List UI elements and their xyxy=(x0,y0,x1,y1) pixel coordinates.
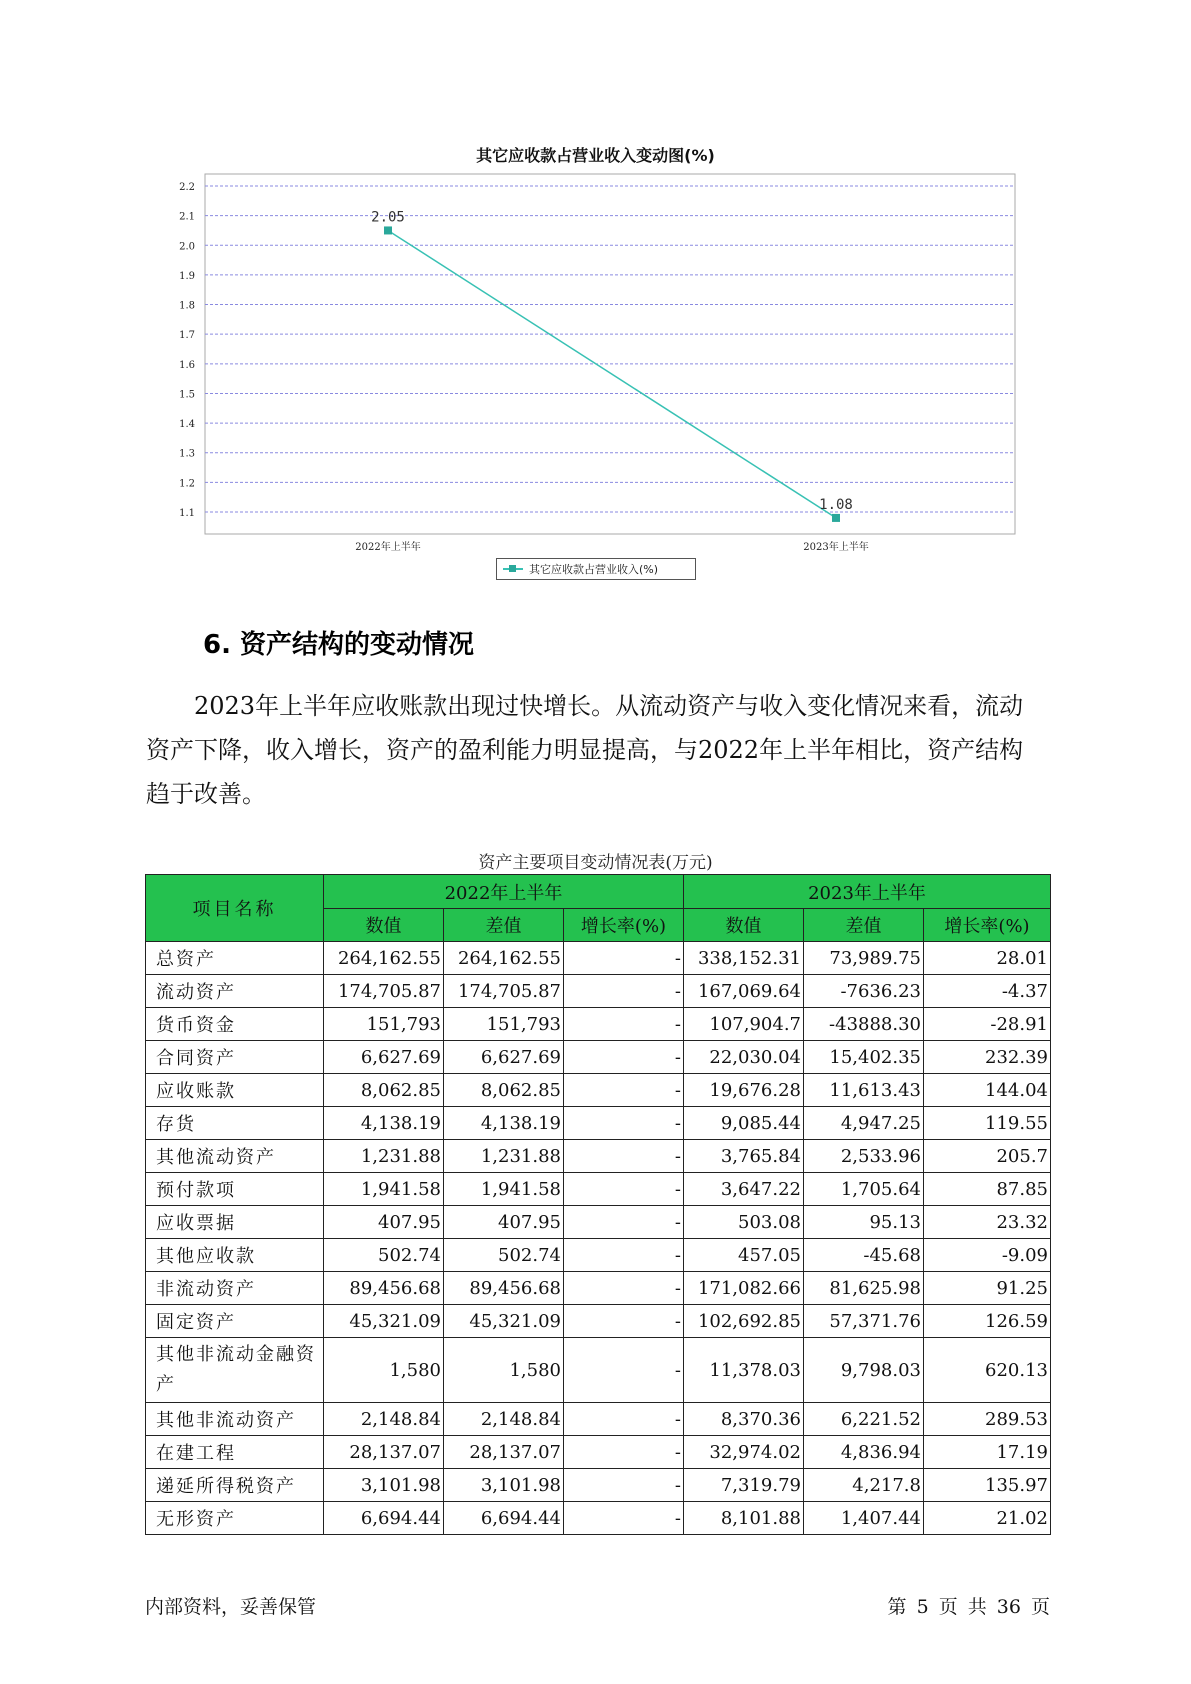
table-cell: 151,793 xyxy=(444,1008,564,1041)
table-cell: - xyxy=(564,1469,684,1502)
table-cell: 11,613.43 xyxy=(804,1074,924,1107)
section-body xyxy=(146,684,1046,816)
table-cell: -9.09 xyxy=(924,1239,1051,1272)
table-row xyxy=(146,975,1051,1008)
row-label: 总资产 xyxy=(146,942,324,975)
data-point xyxy=(832,514,840,522)
table-cell: 1,941.58 xyxy=(324,1173,444,1206)
y-tick-label: 1.9 xyxy=(179,270,195,282)
table-cell: 22,030.04 xyxy=(684,1041,804,1074)
table-cell: 6,627.69 xyxy=(324,1041,444,1074)
table-cell: - xyxy=(564,942,684,975)
table-cell: 144.04 xyxy=(924,1074,1051,1107)
table-cell: 11,378.03 xyxy=(684,1338,804,1403)
row-label: 流动资产 xyxy=(146,975,324,1008)
table-cell: - xyxy=(564,1173,684,1206)
table-cell: 620.13 xyxy=(924,1338,1051,1403)
legend-label: 其它应收款占营业收入(%) xyxy=(529,563,659,576)
table-cell: 3,647.22 xyxy=(684,1173,804,1206)
table-cell: 1,407.44 xyxy=(804,1502,924,1535)
table-cell: - xyxy=(564,1206,684,1239)
table-row xyxy=(146,1469,1051,1502)
table-cell: 126.59 xyxy=(924,1305,1051,1338)
table-cell: 338,152.31 xyxy=(684,942,804,975)
subheader-cell: 增长率(%) xyxy=(564,909,684,942)
data-point xyxy=(384,226,392,234)
table-cell: 135.97 xyxy=(924,1469,1051,1502)
row-label: 应收票据 xyxy=(146,1206,324,1239)
line-chart xyxy=(0,0,1191,560)
table-row xyxy=(146,1436,1051,1469)
plot-area xyxy=(205,174,1015,534)
table-row xyxy=(146,1107,1051,1140)
table-cell: 167,069.64 xyxy=(684,975,804,1008)
table-row xyxy=(146,1305,1051,1338)
table-cell: 407.95 xyxy=(444,1206,564,1239)
y-tick-label: 1.6 xyxy=(179,359,195,371)
table-cell: 8,062.85 xyxy=(324,1074,444,1107)
table-cell: 1,580 xyxy=(324,1338,444,1403)
table-cell: 9,085.44 xyxy=(684,1107,804,1140)
table-cell: 6,694.44 xyxy=(324,1502,444,1535)
table-cell: 502.74 xyxy=(324,1239,444,1272)
table-cell: 95.13 xyxy=(804,1206,924,1239)
table-cell: 457.05 xyxy=(684,1239,804,1272)
table-cell: -43888.30 xyxy=(804,1008,924,1041)
table-cell: - xyxy=(564,1305,684,1338)
table-cell: 91.25 xyxy=(924,1272,1051,1305)
row-label: 合同资产 xyxy=(146,1041,324,1074)
table-cell: 264,162.55 xyxy=(324,942,444,975)
table-cell: 7,319.79 xyxy=(684,1469,804,1502)
x-tick-label: 2023年上半年 xyxy=(803,542,869,553)
header-item-name: 项目名称 xyxy=(146,875,324,942)
subheader-cell: 数值 xyxy=(684,909,804,942)
table-cell: -4.37 xyxy=(924,975,1051,1008)
table-cell: 3,101.98 xyxy=(444,1469,564,1502)
y-tick-label: 1.1 xyxy=(179,508,195,519)
table-cell: 174,705.87 xyxy=(324,975,444,1008)
table-cell: 32,974.02 xyxy=(684,1436,804,1469)
y-tick-label: 2.2 xyxy=(179,182,195,193)
table-cell: 407.95 xyxy=(324,1206,444,1239)
table-cell: - xyxy=(564,1272,684,1305)
table-row xyxy=(146,1041,1051,1074)
table-cell: 107,904.7 xyxy=(684,1008,804,1041)
table-cell: 1,705.64 xyxy=(804,1173,924,1206)
subheader-cell: 数值 xyxy=(324,909,444,942)
table-row xyxy=(146,1272,1051,1305)
table-row xyxy=(146,1338,1051,1403)
table-row xyxy=(146,1206,1051,1239)
table-cell: 502.74 xyxy=(444,1239,564,1272)
section-paragraph: 2023年上半年应收账款出现过快增长。从流动资产与收入变化情况来看，流动资产下降，收入增长，资产的盈利能力明显提高，与2022年上半年相比，资产结构趋于改善。 xyxy=(146,692,1024,808)
y-tick-label: 1.2 xyxy=(179,478,195,490)
table-cell: 81,625.98 xyxy=(804,1272,924,1305)
table-cell: 503.08 xyxy=(684,1206,804,1239)
table-cell: - xyxy=(564,1239,684,1272)
x-axis-ticks xyxy=(355,540,868,553)
row-label: 存货 xyxy=(146,1107,324,1140)
table-cell: 2,533.96 xyxy=(804,1140,924,1173)
table-cell: - xyxy=(564,1074,684,1107)
table-cell: 3,765.84 xyxy=(684,1140,804,1173)
data-label: 1.08 xyxy=(819,496,853,513)
legend-swatch xyxy=(503,568,523,570)
row-label: 其他非流动资产 xyxy=(146,1403,324,1436)
row-label: 在建工程 xyxy=(146,1436,324,1469)
section-heading: 6. 资产结构的变动情况 xyxy=(203,630,475,660)
table-cell: 28,137.07 xyxy=(444,1436,564,1469)
table-row xyxy=(146,1239,1051,1272)
table-cell: - xyxy=(564,1107,684,1140)
table-cell: 19,676.28 xyxy=(684,1074,804,1107)
table-caption: 资产主要项目变动情况表(万元) xyxy=(478,853,713,873)
table-cell: 8,370.36 xyxy=(684,1403,804,1436)
y-tick-label: 2.1 xyxy=(179,211,195,223)
row-label: 其他流动资产 xyxy=(146,1140,324,1173)
table-cell: 8,062.85 xyxy=(444,1074,564,1107)
table-cell: 28.01 xyxy=(924,942,1051,975)
table-cell: 1,231.88 xyxy=(324,1140,444,1173)
subheader-cell: 差值 xyxy=(444,909,564,942)
table-cell: 6,221.52 xyxy=(804,1403,924,1436)
table-row xyxy=(146,1074,1051,1107)
row-label: 预付款项 xyxy=(146,1173,324,1206)
table-cell: 1,231.88 xyxy=(444,1140,564,1173)
y-tick-label: 1.5 xyxy=(179,389,195,401)
table-cell: 171,082.66 xyxy=(684,1272,804,1305)
table-cell: - xyxy=(564,975,684,1008)
y-tick-label: 1.7 xyxy=(179,330,195,342)
table-row xyxy=(146,1403,1051,1436)
row-label: 其他应收款 xyxy=(146,1239,324,1272)
chart-legend xyxy=(496,558,696,580)
row-label: 其他非流动金融资产 xyxy=(146,1338,324,1403)
table-cell: -7636.23 xyxy=(804,975,924,1008)
table-body xyxy=(146,942,1051,1535)
table-cell: 4,138.19 xyxy=(324,1107,444,1140)
table-row xyxy=(146,1008,1051,1041)
table-cell: 151,793 xyxy=(324,1008,444,1041)
table-cell: - xyxy=(564,1008,684,1041)
table-cell: 89,456.68 xyxy=(324,1272,444,1305)
header-group-2022: 2022年上半年 xyxy=(324,875,684,909)
table-cell: 205.7 xyxy=(924,1140,1051,1173)
table-cell: 45,321.09 xyxy=(444,1305,564,1338)
table-cell: - xyxy=(564,1338,684,1403)
table-cell: 289.53 xyxy=(924,1403,1051,1436)
table-cell: 119.55 xyxy=(924,1107,1051,1140)
table-cell: -28.91 xyxy=(924,1008,1051,1041)
chart-title: 其它应收款占营业收入变动图(%) xyxy=(476,146,715,165)
table-cell: 8,101.88 xyxy=(684,1502,804,1535)
y-tick-label: 1.4 xyxy=(179,419,195,431)
table-cell: 87.85 xyxy=(924,1173,1051,1206)
table-cell: 4,138.19 xyxy=(444,1107,564,1140)
table-cell: -45.68 xyxy=(804,1239,924,1272)
subheader-cell: 差值 xyxy=(804,909,924,942)
table-cell: 264,162.55 xyxy=(444,942,564,975)
table-cell: 1,941.58 xyxy=(444,1173,564,1206)
table-cell: 4,836.94 xyxy=(804,1436,924,1469)
table-cell: 232.39 xyxy=(924,1041,1051,1074)
table-row xyxy=(146,1173,1051,1206)
table-cell: 3,101.98 xyxy=(324,1469,444,1502)
table-cell: 4,947.25 xyxy=(804,1107,924,1140)
data-label: 2.05 xyxy=(371,209,405,226)
table-cell: 28,137.07 xyxy=(324,1436,444,1469)
table-cell: 1,580 xyxy=(444,1338,564,1403)
table-cell: - xyxy=(564,1140,684,1173)
y-axis-ticks xyxy=(179,182,195,519)
table-cell: 17.19 xyxy=(924,1436,1051,1469)
table-cell: 102,692.85 xyxy=(684,1305,804,1338)
subheader-cell: 增长率(%) xyxy=(924,909,1051,942)
y-tick-label: 1.3 xyxy=(179,448,195,460)
table-cell: 73,989.75 xyxy=(804,942,924,975)
table-row xyxy=(146,1502,1051,1535)
table-cell: 15,402.35 xyxy=(804,1041,924,1074)
table-header-row xyxy=(146,875,1051,909)
row-label: 固定资产 xyxy=(146,1305,324,1338)
x-tick-label: 2022年上半年 xyxy=(355,542,421,553)
table-row xyxy=(146,942,1051,975)
page-number: 第 5 页 共 36 页 xyxy=(887,1596,1050,1618)
table-cell: - xyxy=(564,1041,684,1074)
row-label: 无形资产 xyxy=(146,1502,324,1535)
table-cell: 6,694.44 xyxy=(444,1502,564,1535)
table-cell: 6,627.69 xyxy=(444,1041,564,1074)
table-cell: 89,456.68 xyxy=(444,1272,564,1305)
table-cell: 2,148.84 xyxy=(444,1403,564,1436)
row-label: 非流动资产 xyxy=(146,1272,324,1305)
table-cell: 21.02 xyxy=(924,1502,1051,1535)
table-cell: - xyxy=(564,1403,684,1436)
row-label: 递延所得税资产 xyxy=(146,1469,324,1502)
header-group-2023: 2023年上半年 xyxy=(684,875,1051,909)
y-tick-label: 2.0 xyxy=(179,241,195,253)
table-cell: 174,705.87 xyxy=(444,975,564,1008)
table-cell: - xyxy=(564,1436,684,1469)
row-label: 应收账款 xyxy=(146,1074,324,1107)
table-cell: 23.32 xyxy=(924,1206,1051,1239)
footer-note: 内部资料，妥善保管 xyxy=(145,1596,317,1618)
table-cell: 4,217.8 xyxy=(804,1469,924,1502)
y-tick-label: 1.8 xyxy=(179,300,195,312)
table-cell: 2,148.84 xyxy=(324,1403,444,1436)
row-label: 货币资金 xyxy=(146,1008,324,1041)
table-cell: 45,321.09 xyxy=(324,1305,444,1338)
table-row xyxy=(146,1140,1051,1173)
asset-table xyxy=(145,874,1051,1535)
table-cell: - xyxy=(564,1502,684,1535)
table-cell: 57,371.76 xyxy=(804,1305,924,1338)
table-cell: 9,798.03 xyxy=(804,1338,924,1403)
